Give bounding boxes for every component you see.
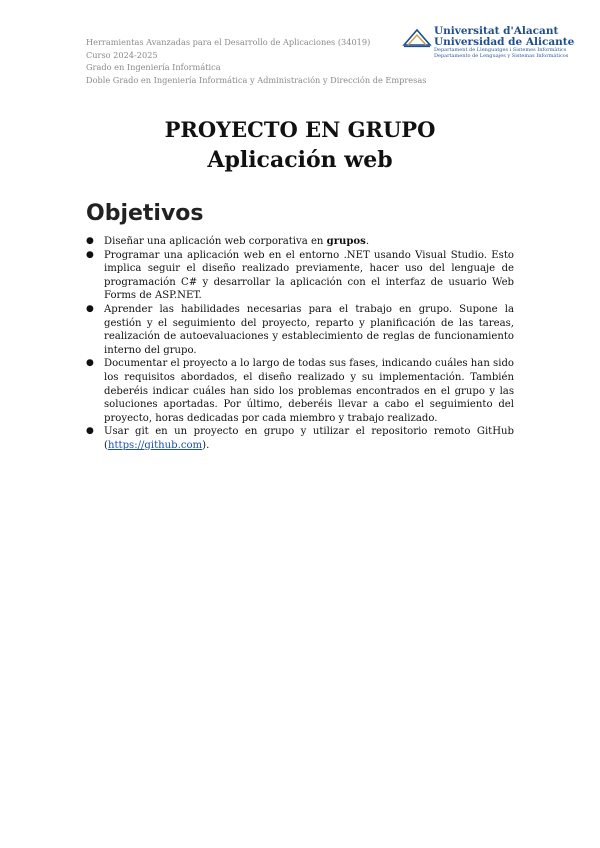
logo-department-spanish: Departamento de Lenguajes y Sistemas Informáticos [434,52,569,59]
degree-name: Grado en Ingeniería Informática [86,62,221,73]
bullet-icon: ● [86,236,94,246]
list-item [86,425,514,452]
course-year: Curso 2024-2025 [86,49,158,60]
document-title: PROYECTO EN GRUPO [164,117,436,142]
github-link[interactable]: https://github.com [107,439,203,451]
logo-name-valencian: Universitat d'Alacant [434,25,559,37]
objective-text-end: ). [202,439,210,451]
objective-text: Programar una aplicación web en el entorno .NET usando Visual Studio. Esto implica seguir el diseño realizado previamente, hacer uso del lenguaje de programación C# y desarrollar la aplicación con el interfaz de usuario Web Forms de ASP.NET. [104,249,514,302]
objective-text: Diseñar una aplicación web corporativa en [104,236,327,247]
logo-name-spanish: Universidad de Alicante [434,36,575,48]
objective-bold-text: grupos [326,236,366,247]
objective-text: Documentar el proyecto a lo largo de todas sus fases, indicando cuáles han sido los requisitos abordados, el diseño realizado y su implementación. También deberéis indicar cuáles han sido los problemas encontrados en el grupo y las soluciones aportadas. Por último, deberéis llevar a cabo el seguimiento del proyecto, horas dedicadas por cada miembro y trabajo realizado. [104,358,514,424]
list-item [86,357,514,425]
objectives-list [86,235,514,453]
section-heading: Objetivos [86,201,204,226]
list-item [86,249,514,303]
objective-text-end: . [365,236,370,247]
document-subtitle: Aplicación web [207,147,393,173]
course-name: Herramientas Avanzadas para el Desarrollo de Aplicaciones (34019) [86,37,371,47]
list-item [86,235,514,249]
list-item [86,303,514,357]
bullet-icon: ● [86,303,94,314]
objective-text: Usar git en un proyecto en grupo y utilizar el repositorio remoto GitHub ( [104,426,514,451]
bullet-icon: ● [86,249,94,260]
double-degree-name: Doble Grado en Ingeniería Informática y Administración y Dirección de Empresas [86,74,427,85]
objective-text: Aprender las habilidades necesarias para el trabajo en grupo. Supone la gestión y el seguimiento del proyecto, reparto y planificación de las tareas, realización de autoevaluaciones y establecimiento de reglas de funcionamiento interno del grupo. [104,303,514,356]
university-logo [402,26,582,66]
university-logo-text [434,26,574,59]
bullet-icon: ● [86,426,94,437]
bullet-icon: ● [86,358,94,369]
logo-department-valencian: Departament de Llenguatges i Sistemes Informàtics [434,47,567,53]
university-emblem-icon [402,27,432,49]
